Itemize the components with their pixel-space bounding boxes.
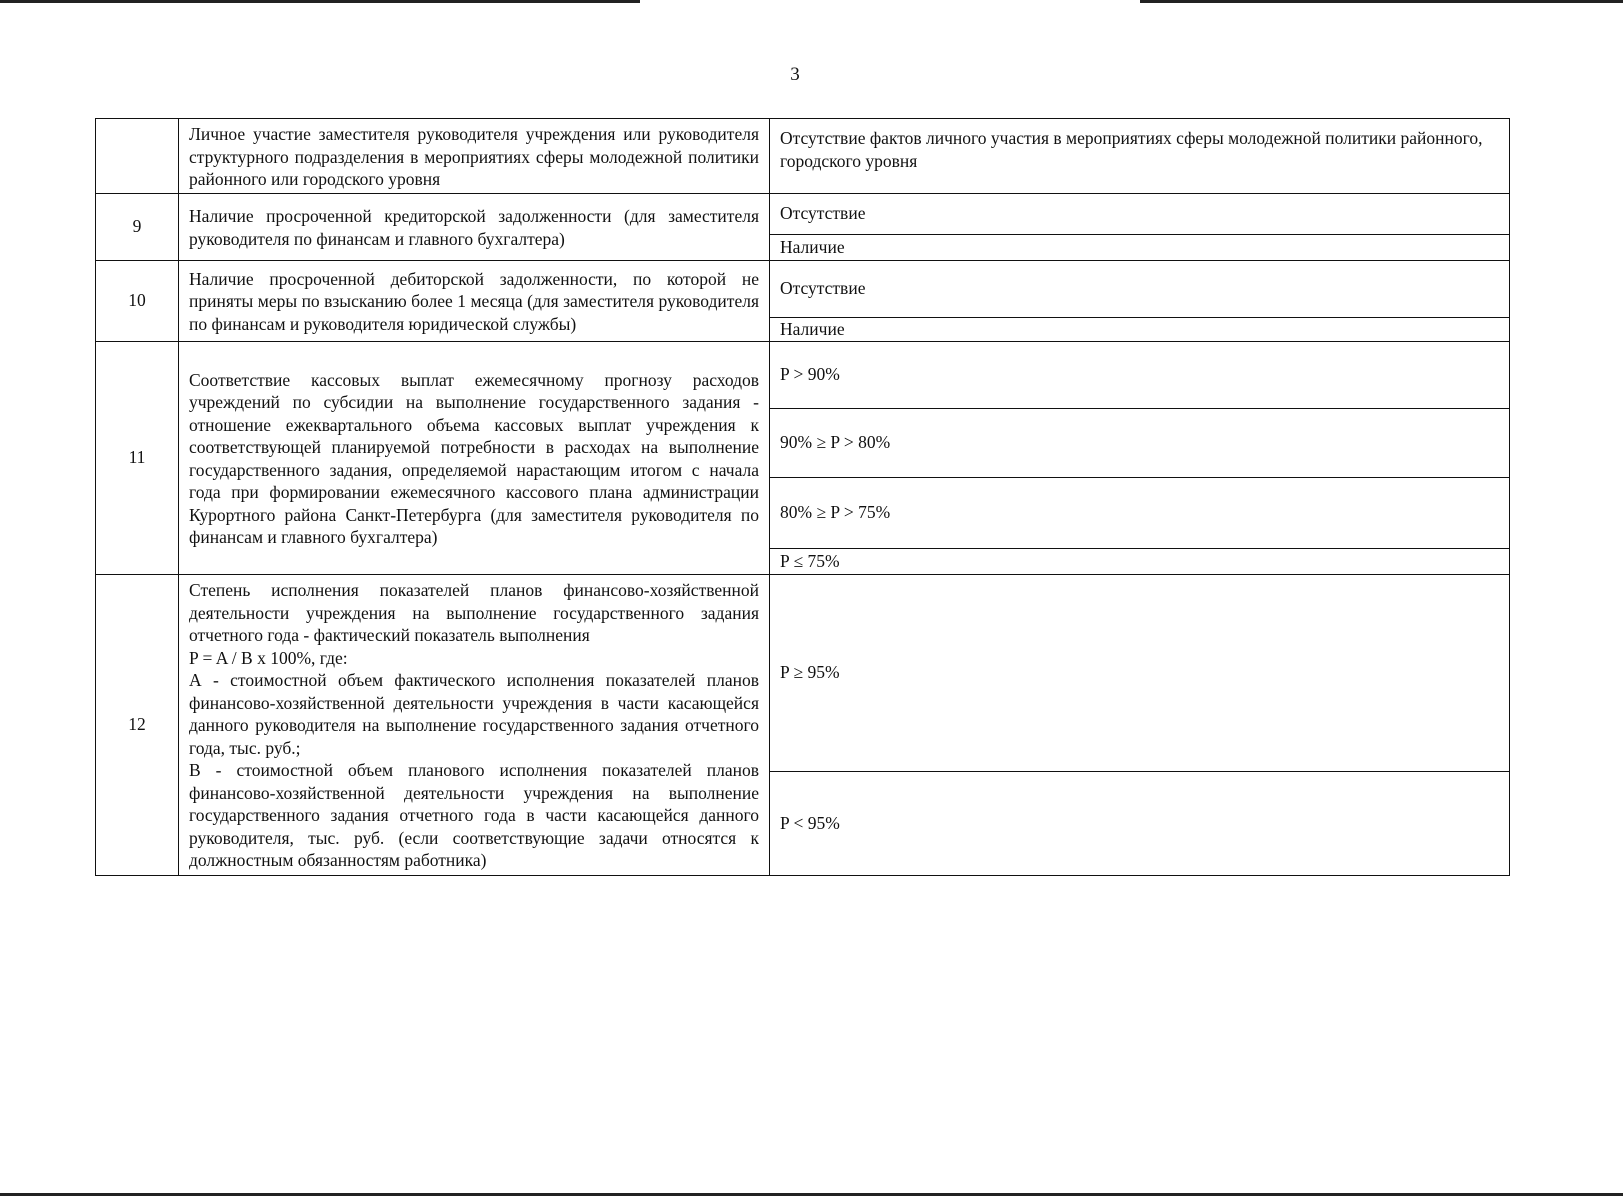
- row-number: 11: [96, 341, 179, 574]
- description-text: Наличие просроченной кредиторской задолженности (для заместителя руководителя по финансам и главного бухгалтера): [189, 206, 759, 249]
- row-number: 9: [96, 193, 179, 260]
- criterion-cell: P ≤ 75%: [780, 550, 840, 571]
- table-row: [96, 193, 1510, 260]
- scan-border-bottom: [0, 1193, 1623, 1196]
- criterion-cell: 80% ≥ P > 75%: [770, 478, 1509, 549]
- criterion-cell: P > 90%: [770, 342, 1509, 409]
- row-criteria: [770, 341, 1510, 574]
- criterion-cell: P < 95%: [780, 812, 840, 833]
- criterion-cell: Наличие: [780, 318, 845, 339]
- row-criteria: [770, 193, 1510, 260]
- description-line: В - стоимостной объем планового исполнения показателей планов финансово-хозяйственной деятельности учреждения на выполнение государственного задания отчетного года в части касающейся данного руководителя, тыс. руб. (если соответствующие задачи относятся к должностным обязанностям работника): [189, 760, 759, 871]
- row-description: [179, 193, 770, 260]
- row-description: [179, 341, 770, 574]
- table-row: [96, 341, 1510, 574]
- description-text: Соответствие кассовых выплат ежемесячному прогнозу расходов учреждений по субсидии на выполнение государственного задания - отношение ежеквартального объема кассовых выплат учреждения к соответствующей планируемой потребности в расходах на выполнение государственного задания, определяемой нарастающим итогом с начала года при формировании ежемесячного кассового плана администрации Курортного района Санкт-Петербурга (для заместителя руководителя по финансам и главного бухгалтера): [189, 369, 759, 547]
- row-number: 12: [96, 574, 179, 875]
- description-text: Наличие просроченной дебиторской задолженности, по которой не приняты меры по взысканию более 1 месяца (для заместителя руководителя по финансам и руководителя юридической службы): [189, 268, 759, 334]
- table-row: [96, 574, 1510, 875]
- criterion-cell: P ≥ 95%: [770, 575, 1509, 772]
- row-criteria: [770, 574, 1510, 875]
- row-description: [179, 574, 770, 875]
- row-criteria: [770, 260, 1510, 341]
- row-description: [179, 260, 770, 341]
- criterion-cell: Отсутствие фактов личного участия в мероприятиях сферы молодежной политики районного, городского уровня: [780, 128, 1483, 171]
- scan-border-gap: [640, 0, 1140, 3]
- criterion-cell: Отсутствие: [770, 194, 1509, 235]
- criterion-cell: Наличие: [780, 236, 845, 257]
- description-text: [179, 575, 769, 874]
- formula-line: P = A / B x 100%, где:: [189, 647, 348, 668]
- criteria-table: [95, 118, 1510, 876]
- criterion-cell: Отсутствие: [770, 261, 1509, 318]
- description-line: А - стоимостной объем фактического исполнения показателей планов финансово-хозяйственной деятельности учреждения в части касающейся данного руководителя на выполнение государственного задания отчетного года, тыс. руб.;: [189, 670, 759, 758]
- row-description: [179, 119, 770, 194]
- page-number: 3: [790, 64, 800, 85]
- criterion-cell: 90% ≥ P > 80%: [770, 409, 1509, 478]
- table-row: [96, 119, 1510, 194]
- table-row: [96, 260, 1510, 341]
- row-number: [96, 119, 179, 194]
- description-text: Личное участие заместителя руководителя учреждения или руководителя структурного подразделения в мероприятиях сферы молодежной политики районного или городского уровня: [189, 124, 759, 189]
- row-criteria: [770, 119, 1510, 194]
- row-number: 10: [96, 260, 179, 341]
- description-line: Степень исполнения показателей планов финансово-хозяйственной деятельности учреждения на выполнение государственного задания отчетного года - фактический показатель выполнения: [189, 580, 759, 646]
